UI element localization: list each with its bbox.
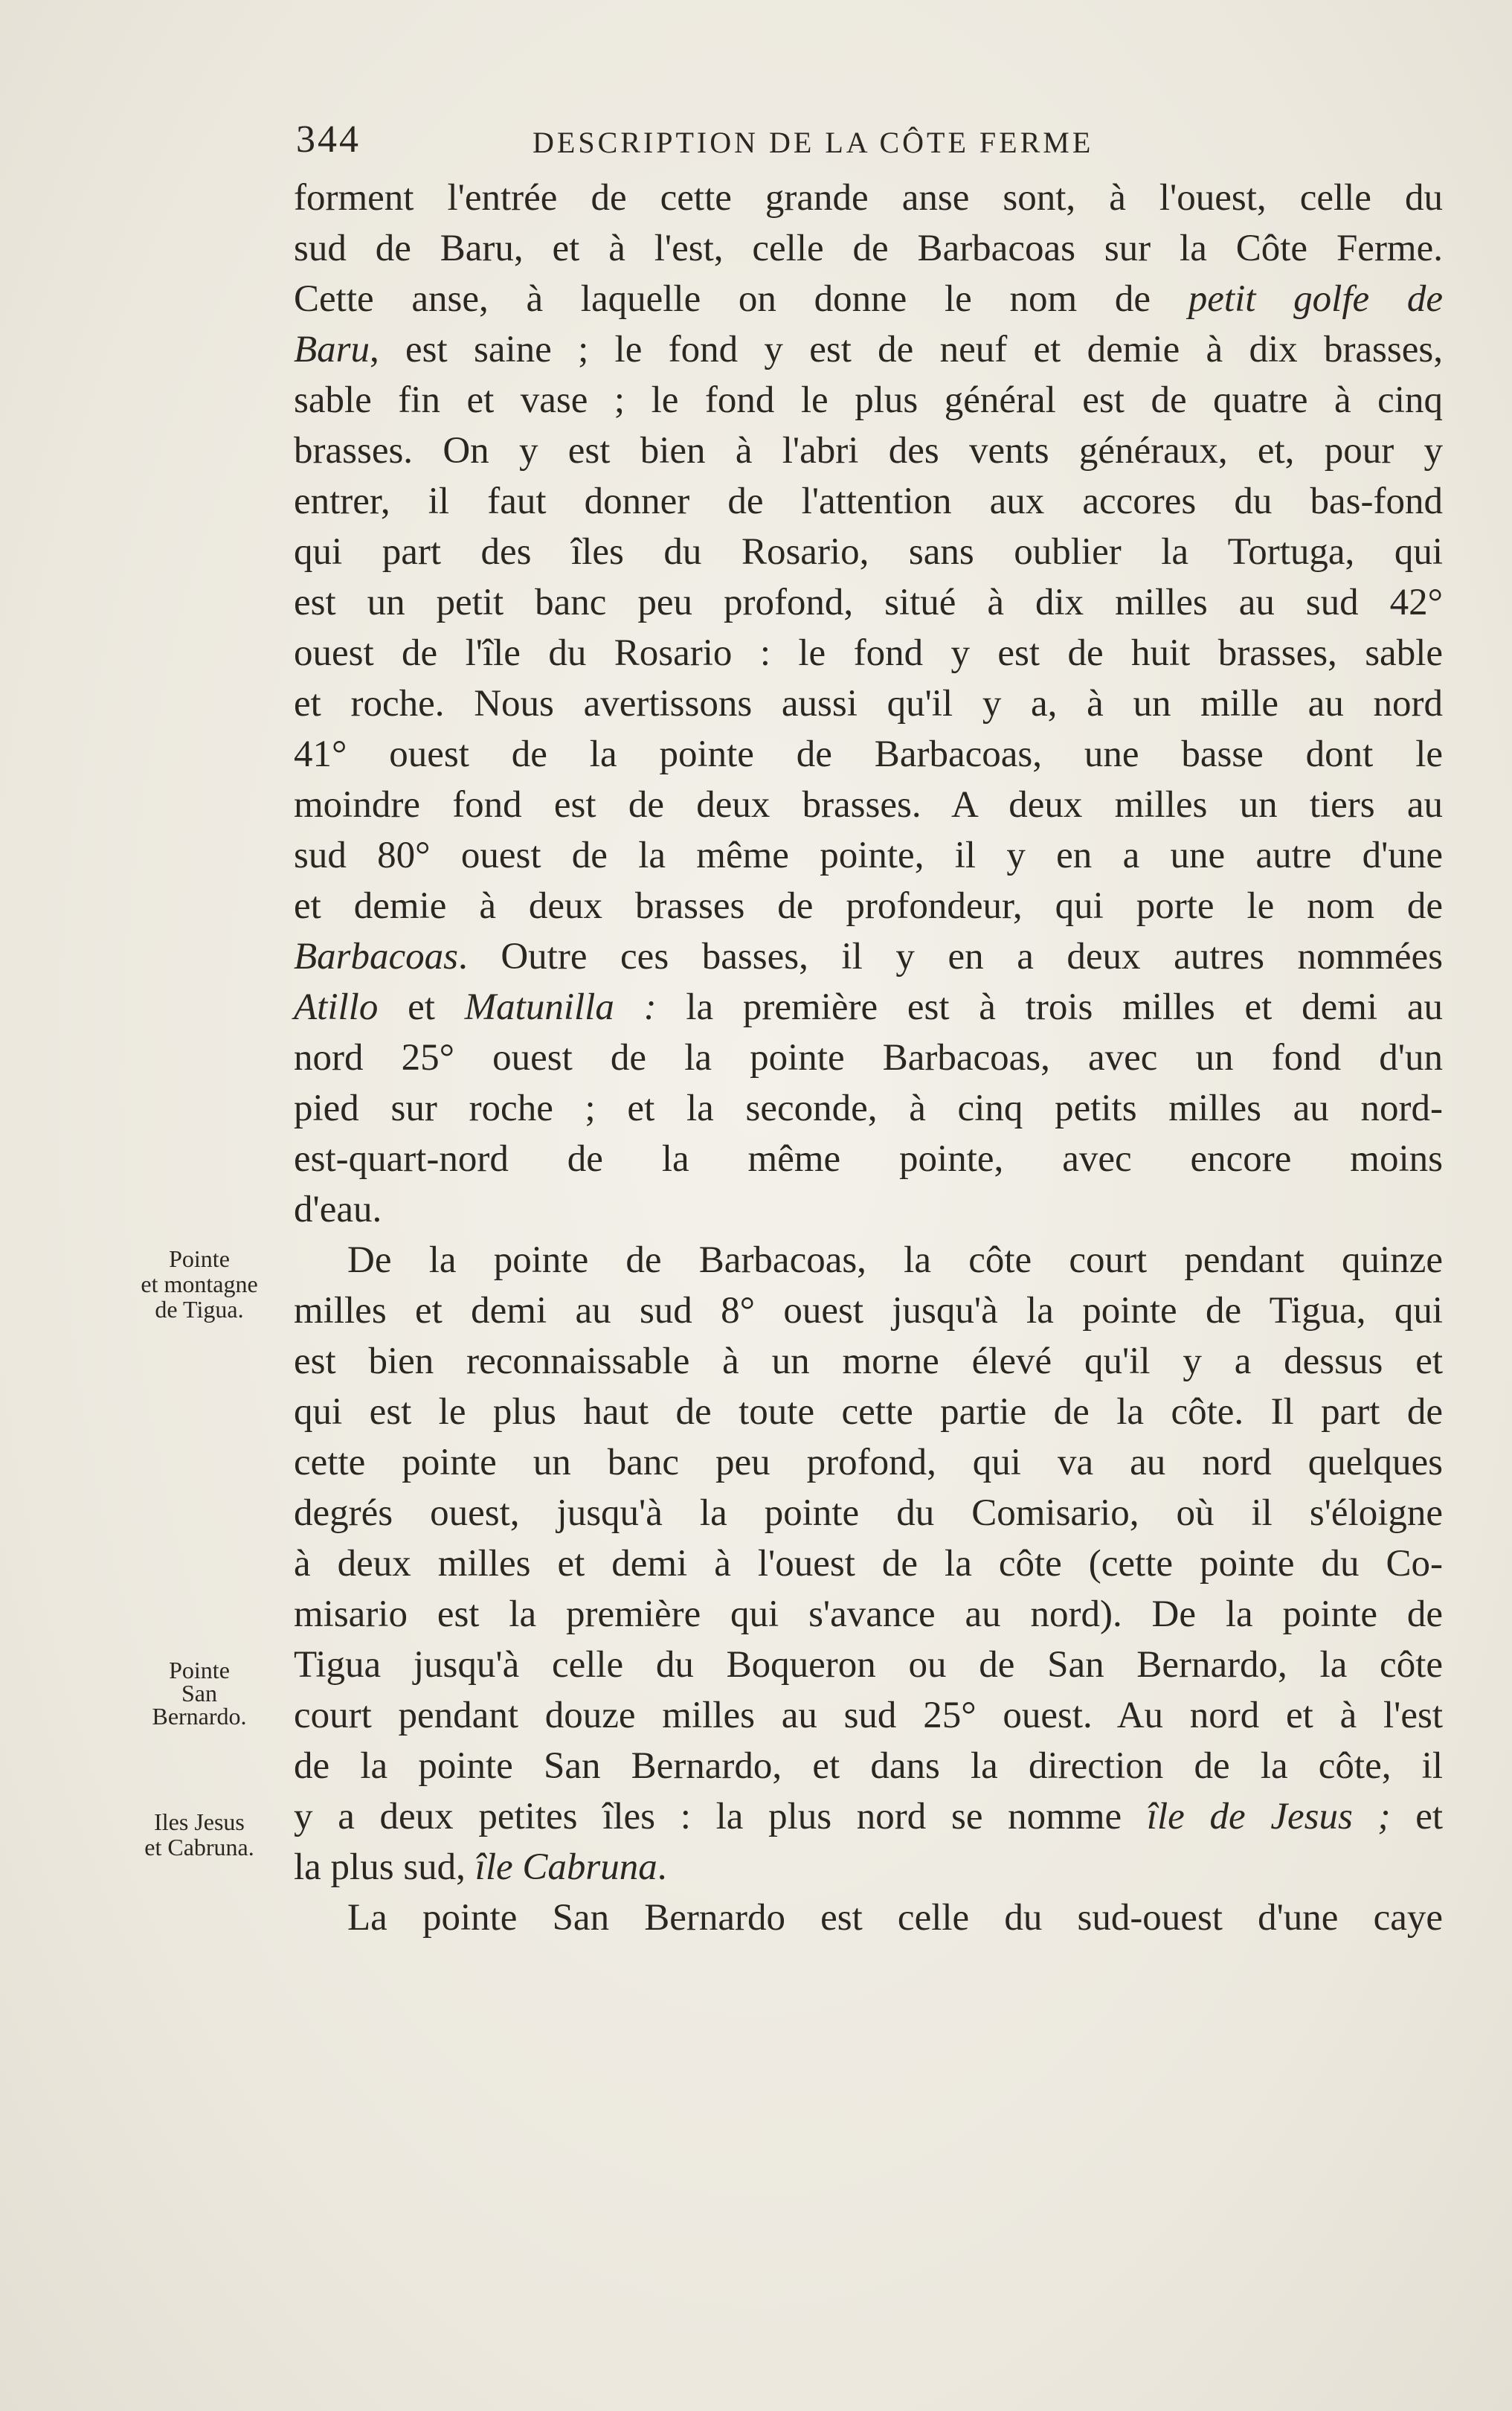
text-line: degrés ouest, jusqu'à la pointe du Comisario, où il s'éloigne [294, 1492, 1443, 1534]
margin-note-line: et Cabruna. [144, 1834, 254, 1861]
margin-note-line: Bernardo. [152, 1703, 247, 1730]
text-line: Atillo et Matunilla : la première est à trois milles et demi au [294, 986, 1443, 1028]
margin-note-line: San [181, 1680, 217, 1707]
text-line: ouest de l'île du Rosario : le fond y est de huit brasses, sable [294, 632, 1443, 674]
margin-note-iles-jesus-cabruna [118, 1809, 281, 1860]
text-line: est-quart-nord de la même pointe, avec encore moins [294, 1138, 1443, 1180]
running-head: DESCRIPTION DE LA CÔTE FERME [533, 126, 1094, 159]
margin-note-line: Pointe [169, 1657, 230, 1683]
text-line: nord 25° ouest de la pointe Barbacoas, avec un fond d'un [294, 1037, 1443, 1079]
text-line: sud 80° ouest de la même pointe, il y en a une autre d'une [294, 835, 1443, 876]
text-line: milles et demi au sud 8° ouest jusqu'à la pointe de Tigua, qui [294, 1290, 1443, 1332]
text-line: sud de Baru, et à l'est, celle de Barbacoas sur la Côte Ferme. [294, 228, 1443, 269]
text-line: Cette anse, à laquelle on donne le nom de petit golfe de [294, 278, 1443, 320]
text-line: de la pointe San Bernardo, et dans la direction de la côte, il [294, 1745, 1443, 1787]
page-header [296, 118, 1441, 162]
text-line: sable fin et vase ; le fond le plus général est de quatre à cinq [294, 379, 1443, 421]
margin-note-line: Pointe [169, 1245, 230, 1272]
text-line: est bien reconnaissable à un morne élevé qu'il y a dessus et [294, 1341, 1443, 1382]
text-line: qui part des îles du Rosario, sans oublier la Tortuga, qui [294, 531, 1443, 573]
text-line: à deux milles et demi à l'ouest de la côte (cette pointe du Co- [294, 1543, 1443, 1585]
text-line: et roche. Nous avertissons aussi qu'il y a, à un mille au nord [294, 683, 1443, 725]
text-line: De la pointe de Barbacoas, la côte court pendant quinze [347, 1239, 1443, 1281]
text-line: moindre fond est de deux brasses. A deux milles un tiers au [294, 784, 1443, 826]
margin-note-line: de Tigua. [155, 1296, 244, 1323]
margin-note-line: et montagne [141, 1271, 258, 1297]
text-line: d'eau. [294, 1189, 382, 1230]
margin-note-pointe-tigua [118, 1246, 281, 1322]
text-line: y a deux petites îles : la plus nord se nomme île de Jesus ; et [294, 1796, 1444, 1837]
text-line: qui est le plus haut de toute cette partie de la côte. Il part de [294, 1391, 1443, 1433]
text-line: est un petit banc peu profond, situé à dix milles au sud 42° [294, 582, 1443, 623]
body-text [294, 173, 1443, 1943]
text-line: Tigua jusqu'à celle du Boqueron ou de San Bernardo, la côte [294, 1644, 1443, 1686]
text-line: Baru, est saine ; le fond y est de neuf et demie à dix brasses, [294, 329, 1443, 370]
text-line: et demie à deux brasses de profondeur, qui porte le nom de [294, 885, 1443, 927]
text-line: brasses. On y est bien à l'abri des vents généraux, et, pour y [294, 430, 1443, 472]
text-line: Barbacoas. Outre ces basses, il y en a deux autres nommées [294, 936, 1443, 977]
text-line: entrer, il faut donner de l'attention aux accores du bas-fond [294, 481, 1443, 522]
text-line: 41° ouest de la pointe de Barbacoas, une basse dont le [294, 733, 1443, 775]
text-line: cette pointe un banc peu profond, qui va au nord quelques [294, 1442, 1443, 1483]
text-line: misario est la première qui s'avance au nord). De la pointe de [294, 1593, 1443, 1635]
text-line: forment l'entrée de cette grande anse sont, à l'ouest, celle du [294, 177, 1443, 219]
text-line: court pendant douze milles au sud 25° ouest. Au nord et à l'est [294, 1695, 1443, 1736]
text-line: pied sur roche ; et la seconde, à cinq petits milles au nord- [294, 1088, 1443, 1129]
text-line: la plus sud, île Cabruna. [294, 1846, 667, 1888]
margin-note-pointe-san-bernardo [125, 1657, 274, 1729]
page-number: 344 [296, 118, 361, 161]
margin-note-line: Iles Jesus [154, 1808, 245, 1835]
text-line: La pointe San Bernardo est celle du sud-ouest d'une caye [347, 1897, 1443, 1939]
